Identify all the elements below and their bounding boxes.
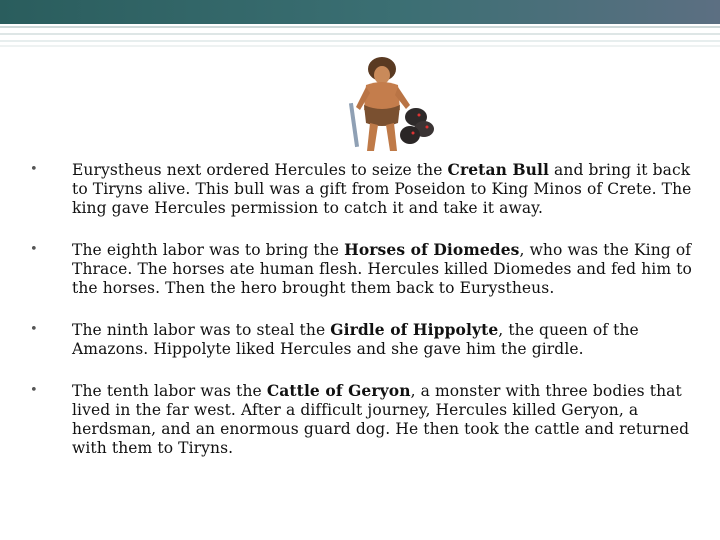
bullet-term: Girdle of Hippolyte bbox=[330, 320, 499, 339]
bullet-term: Cattle of Geryon bbox=[266, 381, 411, 400]
bullet-list bbox=[22, 160, 702, 480]
bullet-symbol: • bbox=[30, 242, 38, 257]
hercules-illustration bbox=[340, 55, 435, 155]
slide-top-bar bbox=[0, 0, 720, 24]
bullet-girdle-of-hippolyte: • The ninth labor was to steal the Girdle of Hippolyte, the queen of the Amazons. Hippolyte liked Hercules and she gave him the girdle. bbox=[30, 320, 639, 358]
bullet-term: Horses of Diomedes bbox=[344, 240, 520, 259]
bullet-cattle-of-geryon: • The tenth labor was the Cattle of Geryon, a monster with three bodies that lived in the far west. After a difficult journey, Hercules killed Geryon, a herdsman, and an enormous guard dog. He then took the cattle and returned with them to Tiryns. bbox=[30, 381, 690, 457]
bullet-symbol: • bbox=[30, 322, 38, 337]
bullet-term: Cretan Bull bbox=[447, 160, 549, 179]
bullet-cretan-bull: • Eurystheus next ordered Hercules to seize the Cretan Bull and bring it back to Tiryns alive. This bull was a gift from Poseidon to King Minos of Crete. The king gave Hercules permission to catch it and take it away. bbox=[30, 160, 692, 217]
bullet-symbol: • bbox=[30, 383, 38, 398]
bullet-horses-of-diomedes: • The eighth labor was to bring the Horses of Diomedes, who was the King of Thrace. The horses ate human flesh. Hercules killed Diomedes and fed him to the horses. Then the hero brought them back to Eurystheus. bbox=[30, 240, 692, 297]
bullet-symbol: • bbox=[30, 162, 38, 177]
decorative-lines bbox=[0, 24, 720, 52]
